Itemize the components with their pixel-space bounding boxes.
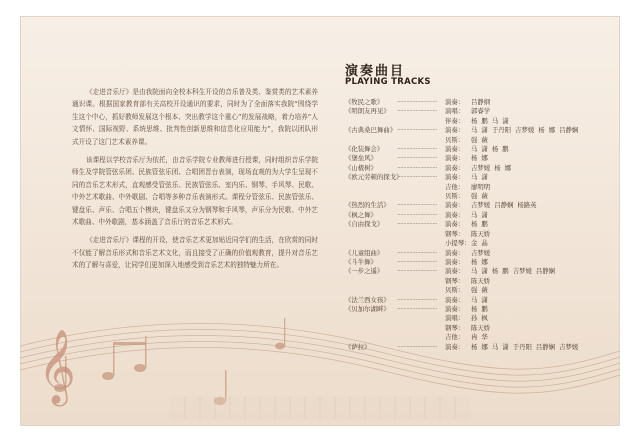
performer-names: 孙 枫 (471, 314, 488, 323)
performer-role: 演奏： (445, 248, 465, 257)
track-performers (445, 126, 615, 145)
track-name: 《一步之遥》 (345, 267, 384, 276)
performer-names: 强 薇 (471, 286, 488, 295)
track-item (345, 296, 615, 305)
performer-line (445, 173, 615, 182)
performer-role: 钢琴： (445, 229, 465, 238)
track-performers (445, 164, 615, 173)
performer-role: 演奏： (445, 201, 465, 210)
track-performers (445, 173, 615, 201)
performer-line (445, 164, 615, 173)
performer-role: 演奏： (445, 98, 465, 106)
performer-line (445, 296, 615, 305)
dot-leader: ·························· (397, 295, 437, 304)
performer-line (445, 343, 615, 352)
performer-role: 演奏： (445, 154, 465, 163)
track-name: 《明朗友再见》 (345, 107, 390, 116)
performer-line (445, 201, 615, 210)
performer-role: 演奏： (445, 126, 465, 135)
track-performers (445, 154, 615, 163)
dot-leader: ·························· (397, 163, 437, 172)
performer-names: 郭睿学 (471, 107, 491, 116)
performer-names: 冉 华 (471, 333, 488, 342)
page-subtitle: PLAYING TRACKS (345, 77, 431, 87)
track-name: 《贝加尔湖畔》 (345, 304, 390, 313)
performer-role: 演奏： (445, 257, 465, 266)
dot-leader: ·························· (397, 248, 437, 257)
performer-line (445, 277, 615, 286)
page-title: 演奏曲目 (345, 64, 406, 79)
performer-names: 杨 鹏 马 潇 (471, 116, 509, 125)
track-performers (445, 211, 615, 220)
track-item (345, 201, 615, 210)
track-performers (445, 107, 615, 126)
performer-line (445, 230, 615, 239)
performer-names: 强 薇 (471, 135, 488, 144)
performer-names: 吉梦媛 吕静娴 杨路英 (471, 201, 537, 210)
performer-line (445, 239, 615, 248)
performer-names: 杨 鹏 (471, 220, 488, 229)
track-item (345, 220, 615, 248)
performer-names: 马 潇 (471, 173, 488, 182)
track-performers (445, 296, 615, 305)
performer-line (445, 136, 615, 145)
track-performers (445, 343, 615, 352)
track-item (345, 343, 615, 352)
performer-line (445, 220, 615, 229)
intro-paragraph: 《走进音乐厅》课程的开设，使音乐艺术更加贴近同学们的生活，在欣赏的同时不仅能了解音乐形式和音乐艺术文化，而且接受了正确的价值观教育，提升对音乐艺术的了解与喜爱，让同学们更加深入地感受到音乐艺术的独特魅力所在。 (72, 236, 318, 270)
performer-role: 演奏： (445, 342, 465, 351)
dot-leader: ·························· (397, 220, 437, 229)
track-name: 《化装舞会》 (345, 145, 384, 154)
track-performers (445, 98, 615, 107)
performer-names: 吕静纲 (471, 98, 491, 106)
performer-role: 钢琴： (445, 276, 465, 285)
track-performers (445, 305, 615, 343)
performer-role: 吉他： (445, 333, 465, 342)
performer-names: 马 潇 杨 鹏 (471, 145, 509, 154)
dot-leader: ·························· (397, 107, 437, 116)
performer-role: 演唱： (445, 107, 465, 116)
performer-role: 演奏： (445, 220, 465, 229)
dot-leader: ·························· (397, 201, 437, 210)
intro-text (72, 86, 318, 278)
track-name: 《自由探戈》 (345, 220, 384, 229)
track-name: 《古典桑巴舞曲》 (345, 126, 397, 135)
performer-line (445, 211, 615, 220)
performer-names: 杨 娜 马 潇 于丹阳 吕静娴 吉梦媛 (471, 342, 579, 351)
track-item (345, 258, 615, 267)
performer-names: 马 潇 杨 鹏 吉梦媛 吕静娴 (471, 267, 556, 276)
performer-role: 吉他： (445, 182, 465, 191)
performer-line (445, 126, 615, 135)
performer-role: 贝斯： (445, 192, 465, 201)
track-performers (445, 201, 615, 210)
track-item (345, 154, 615, 163)
dot-leader: ·························· (397, 210, 437, 219)
track-item (345, 107, 615, 126)
program-page (20, 16, 620, 426)
performer-names: 吉梦媛 (471, 248, 491, 257)
track-item (345, 126, 615, 145)
track-name: 《儿童组曲》 (345, 248, 384, 257)
performer-role: 演奏： (445, 304, 465, 313)
performer-names: 杨 娜 (471, 257, 488, 266)
track-performers (445, 258, 615, 267)
performer-names: 廖明明 (471, 182, 491, 191)
track-name: 《山楂树》 (345, 163, 377, 172)
performer-names: 金 晶 (471, 239, 488, 248)
performer-role: 演奏： (445, 210, 465, 219)
track-name: 《欧元劳顿的探戈》 (345, 173, 403, 182)
performer-names: 马 潇 (471, 295, 488, 304)
performer-role: 伴奏： (445, 116, 465, 125)
dot-leader: ·························· (397, 267, 437, 276)
performer-role: 演奏： (445, 267, 465, 276)
performer-role: 演奏： (445, 295, 465, 304)
track-name: 《法兰西女孩》 (345, 295, 390, 304)
track-item (345, 267, 615, 295)
performer-names: 杨 娜 (471, 154, 488, 163)
performer-line (445, 305, 615, 314)
performer-line (445, 249, 615, 258)
track-name: 《牧民之歌》 (345, 98, 384, 106)
track-performers (445, 267, 615, 295)
performer-line (445, 98, 615, 107)
performer-names: 强 薇 (471, 192, 488, 201)
performer-role: 钢琴： (445, 323, 465, 332)
track-performers (445, 220, 615, 248)
track-name: 《热烈的生活》 (345, 201, 390, 210)
dot-leader: ·························· (397, 342, 437, 351)
piano-keys-decoration (170, 396, 470, 420)
performer-names: 陈天娇 (471, 323, 491, 332)
track-name: 《斗牛舞》 (345, 257, 377, 266)
performer-line (445, 107, 615, 116)
performer-names: 杨 鹏 (471, 304, 488, 313)
performer-line (445, 117, 615, 126)
performer-line (445, 183, 615, 192)
performer-line (445, 324, 615, 333)
performer-line (445, 154, 615, 163)
performer-line (445, 286, 615, 295)
track-item (345, 211, 615, 220)
track-name: 《堡垒风》 (345, 154, 377, 163)
performer-role: 演奏： (445, 173, 465, 182)
performer-line (445, 314, 615, 323)
track-item (345, 164, 615, 173)
performer-role: 小提琴： (445, 239, 471, 248)
performer-names: 吉梦媛 杨 娜 (471, 163, 512, 172)
track-item (345, 173, 615, 201)
performer-role: 演唱： (445, 314, 465, 323)
track-item (345, 98, 615, 107)
dot-leader: ·························· (397, 173, 437, 182)
track-name: 《萨拉》 (345, 342, 371, 351)
performer-role: 演奏： (445, 145, 465, 154)
dot-leader: ·························· (397, 145, 437, 154)
performer-names: 陈天娇 (471, 276, 491, 285)
dot-leader: ·························· (397, 304, 437, 313)
performer-role: 贝斯： (445, 286, 465, 295)
dot-leader: ·························· (397, 154, 437, 163)
performer-line (445, 333, 615, 342)
performer-names: 马 潇 (471, 210, 488, 219)
performer-line (445, 258, 615, 267)
track-item (345, 305, 615, 343)
performer-role: 贝斯： (445, 135, 465, 144)
track-item (345, 249, 615, 258)
intro-paragraph: 该课程以学校音乐厅为依托，由音乐学院专业教师进行授课，同时组织音乐学院师生及学院管弦乐团、民族管弦乐团、合唱团晋台表演，现场直观的为大学生呈现不同的音乐艺术形式，直观感受管弦乐、民族管弦乐、室内乐、钢琴、手风琴、民歌、中外艺术歌曲、中外歌剧、合唱等多种音乐表演形式。课程分管弦乐、民族管弦乐、键盘乐、声乐、合唱五个模块，键盘乐又分为钢琴和手风琴，声乐分为民歌、中外艺术歌曲、中外歌剧，基本涵盖了音乐厅的音乐艺术形式。 (72, 156, 318, 227)
performer-role: 演奏： (445, 163, 465, 172)
dot-leader: ·························· (397, 98, 437, 106)
track-list (345, 98, 615, 352)
performer-names: 马 潇 于丹阳 吉梦媛 杨 娜 吕静娴 (471, 126, 579, 135)
performer-line (445, 267, 615, 276)
dot-leader: ·························· (397, 257, 437, 266)
track-performers (445, 249, 615, 258)
track-name: 《枫之舞》 (345, 210, 377, 219)
intro-paragraph: 《走进音乐厅》是由我院面向全校本科生开设的音乐普及类、鉴赏类的艺术素养通识课。根据国家教育部有关高校开设通识的要求，同时为了全面落实我院“围绕学生这个中心，抓好教师发展这个根本、突出教学这个重心”的发展战略，着力培养“人文情怀、国际视野、系统思维、批判性创新思维和信息化应用能力”，我院以团队形式开设了这门艺术素养课。 (72, 88, 318, 146)
dot-leader: ·························· (397, 126, 437, 135)
performer-names: 陈天娇 (471, 229, 491, 238)
treble-clef-icon: 𝄞 (38, 330, 76, 404)
